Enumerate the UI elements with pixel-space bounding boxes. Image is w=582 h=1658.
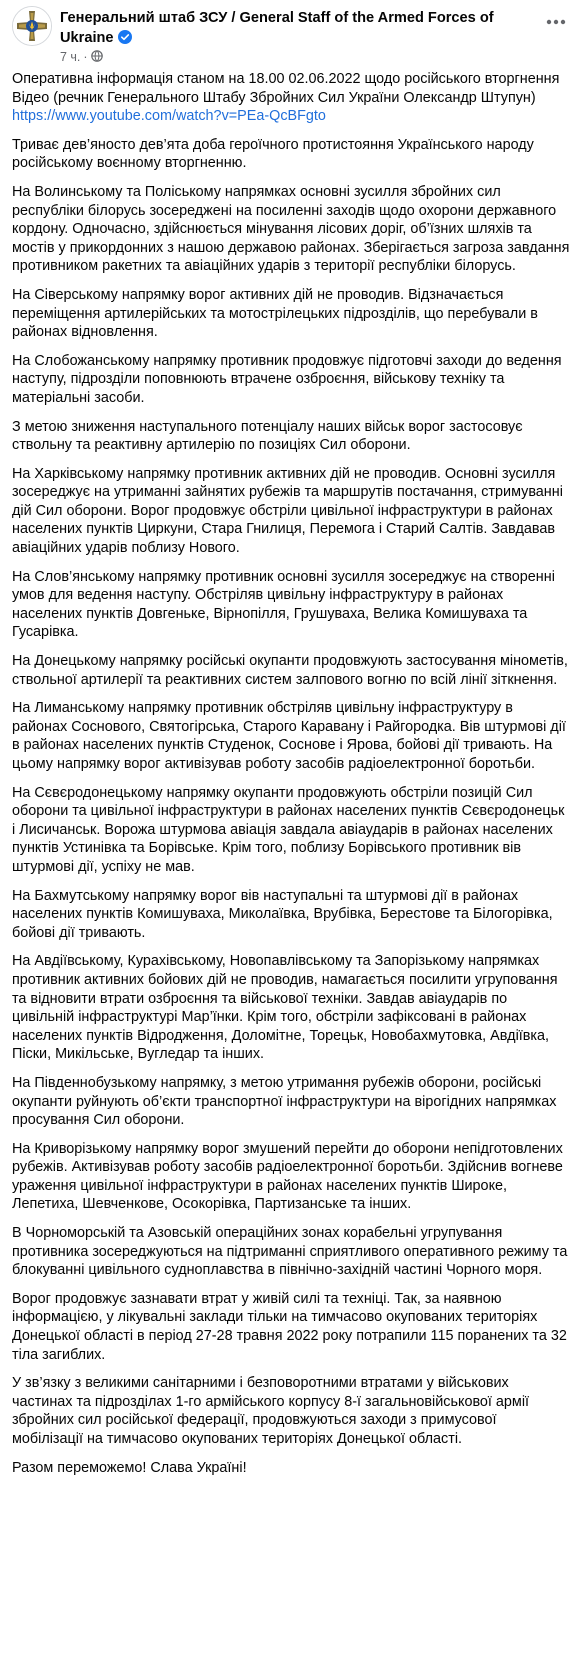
more-options-button[interactable]: [544, 10, 568, 34]
post-paragraph: На Криворізькому напрямку ворог змушений перейти до оборони непідготовлених рубежів. Активізував роботу засобів радіоелектронної боротьби. Здійснив вогневе ураження цивільної інфраструктури в районах населених пунктів Широке, Лепетиха, Шевченкове, Осокорівка, Партизанське та інших.: [12, 1140, 563, 1213]
post-intro: [12, 70, 570, 126]
post-paragraph: На Лиманському напрямку противник обстріляв цивільну інфраструктуру в районах Соснового, Святогірська, Старого Каравану і Райгородка. Вів штурмові дії в районах населених пунктів Студенок, Соснове і Ярова, бойові дії тривають. На цьому напрямку ворог активізував роботу засобів радіоелектронної боротьби.: [12, 700, 566, 772]
video-link[interactable]: https://www.youtube.com/watch?v=PEa-QcBFgto: [12, 108, 326, 125]
post-paragraph: На Авдіївському, Курахівському, Новопавлівському та Запорізькому напрямках противник активних бойових дій не проводив, намагається посилити угруповання та відновити втрати озброєння та військової техніки. Завдав авіаударів по цивільній інфраструктурі Мар’їнки. Крім того, обстріли зафіксовані в районах населених пунктів Відродження, Доломітне, Торецьк, Новобахмутовка, Авдіївка, Піски, Микільське, Вугледар та інших.: [12, 953, 558, 1063]
post-paragraph: Триває дев’яносто дев’ята доба героїчного протистояння Українського народу російському воєнному вторгненню.: [12, 136, 534, 172]
more-options-icon: [546, 19, 566, 25]
post-author: [60, 8, 505, 50]
meta-separator: ·: [83, 50, 88, 64]
post-paragraph: На Сіверському напрямку ворог активних дій не проводив. Відзначається переміщення артилерійських та мотострілецьких підрозділів, що перебували в районах відновлення.: [12, 286, 538, 341]
post-paragraph: На Волинському та Поліському напрямках основні зусилля збройних сил республіки білорусь зосереджені на посиленні заходів щодо охорони державного кордону. Одночасно, здійснюється мінування лісових доріг, об’їзних шляхів та мостів у прикордонних з нашою державою районах. Зберігається загроза завдання противником ракетних та авіаційних ударів з території республіки білорусь.: [12, 183, 570, 275]
post-paragraph: На Сєвєродонецькому напрямку окупанти продовжують обстріли позицій Сил оборони та цивільної інфраструктури в районах населених пунктів Сєвєродонецьк і Лисичанськ. Ворожа штурмова авіація завдала авіаударів в районах населених пунктів Устинівка та Борівське. Крім того, поблизу Борівського противник вів штурмові дії, успіху не мав.: [12, 784, 565, 875]
verified-badge-icon: [118, 30, 132, 50]
post-closing: Разом переможемо! Слава Україні!: [12, 1459, 247, 1476]
post-paragraph: На Харківському напрямку противник активних дій не проводив. Основні зусилля зосереджує на утриманні зайнятих рубежів та маршрутів постачання, стримуванні дій Сил оборони. Ворог продовжує обстріли цивільної інфраструктури в районах населених пунктів Циркуни, Стара Гнилиця, Перемога і Старий Салтів. Завдавав авіаційних ударів поблизу Нового.: [12, 465, 563, 557]
page-avatar[interactable]: [12, 6, 52, 46]
post-paragraph: На Бахмутському напрямку ворог вів наступальні та штурмові дії в районах населених пунктів Комишуваха, Миколаївка, Врубівка, Берестове та Білогорівка, бойові дії тривають.: [12, 887, 553, 941]
post-paragraph: На Донецькому напрямку російські окупанти продовжують застосування мінометів, ствольної артилерії та реактивних систем залпового вогню по всій лінії зіткнення.: [12, 653, 568, 688]
armed-forces-emblem-icon: [13, 7, 51, 45]
post-header: [0, 0, 582, 70]
post-body: [0, 70, 582, 1477]
post-meta: [60, 50, 103, 64]
author-name[interactable]: Генеральний штаб ЗСУ / General Staff of the Armed Forces of Ukraine: [60, 10, 494, 46]
post-paragraph: У зв’язку з великими санітарними і безповоротними втратами у військових частинах та підрозділах 1-го армійського корпусу 8-ї загальновійськової армії збройних сил російської федерації, продовжуються заходи з примусової мобілізації на тимчасово окупованих територіях Донецької області.: [12, 1375, 530, 1447]
post-paragraph: З метою зниження наступального потенціалу наших військ ворог застосовує ствольну та реактивну артилерію по позиціях Сил оборони.: [12, 418, 523, 454]
post-headline: Оперативна інформація станом на 18.00 02.06.2022 щодо російського вторгнення: [12, 71, 560, 87]
post-paragraph: Ворог продовжує зазнавати втрат у живій силі та техніці. Так, за наявною інформацією, у лікувальні заклади тільки на тимчасово окупованих територіях Донецької області в період 27-28 травня 2022 року потрапили 115 поранених та 32 тіла загиблих.: [12, 1290, 567, 1363]
globe-icon[interactable]: [91, 50, 103, 64]
post-timestamp[interactable]: 7 ч.: [60, 50, 81, 64]
post-paragraph: В Чорноморській та Азовській операційних зонах корабельні угрупування противника зосереджуються на підтриманні сприятливого оперативного режиму та блокуванні цивільного судноплавства в північно-західній частині Чорного моря.: [12, 1225, 568, 1279]
post-paragraph: На Південнобузькому напрямку, з метою утримання рубежів оборони, російські окупанти руйнують об’єкти транспортної інфраструктури на вірогідних напрямках просування Сил оборони.: [12, 1074, 557, 1129]
post-video-caption: Відео (речник Генерального Штабу Збройних Сил України Олександр Штупун): [12, 89, 536, 106]
post-paragraph: На Слобожанському напрямку противник продовжує підготовчі заходи до ведення наступу, підрозділи поповнюють втрачене озброєння, військову техніку та матеріальні засоби.: [12, 352, 562, 406]
post-paragraph: На Слов’янському напрямку противник основні зусилля зосереджує на створенні умов для ведення наступу. Обстріляв цивільну інфраструктуру в районах населених пунктів Довгеньке, Вірнопілля, Грушуваха, Велика Комишуваха та Гусарівка.: [12, 568, 555, 641]
